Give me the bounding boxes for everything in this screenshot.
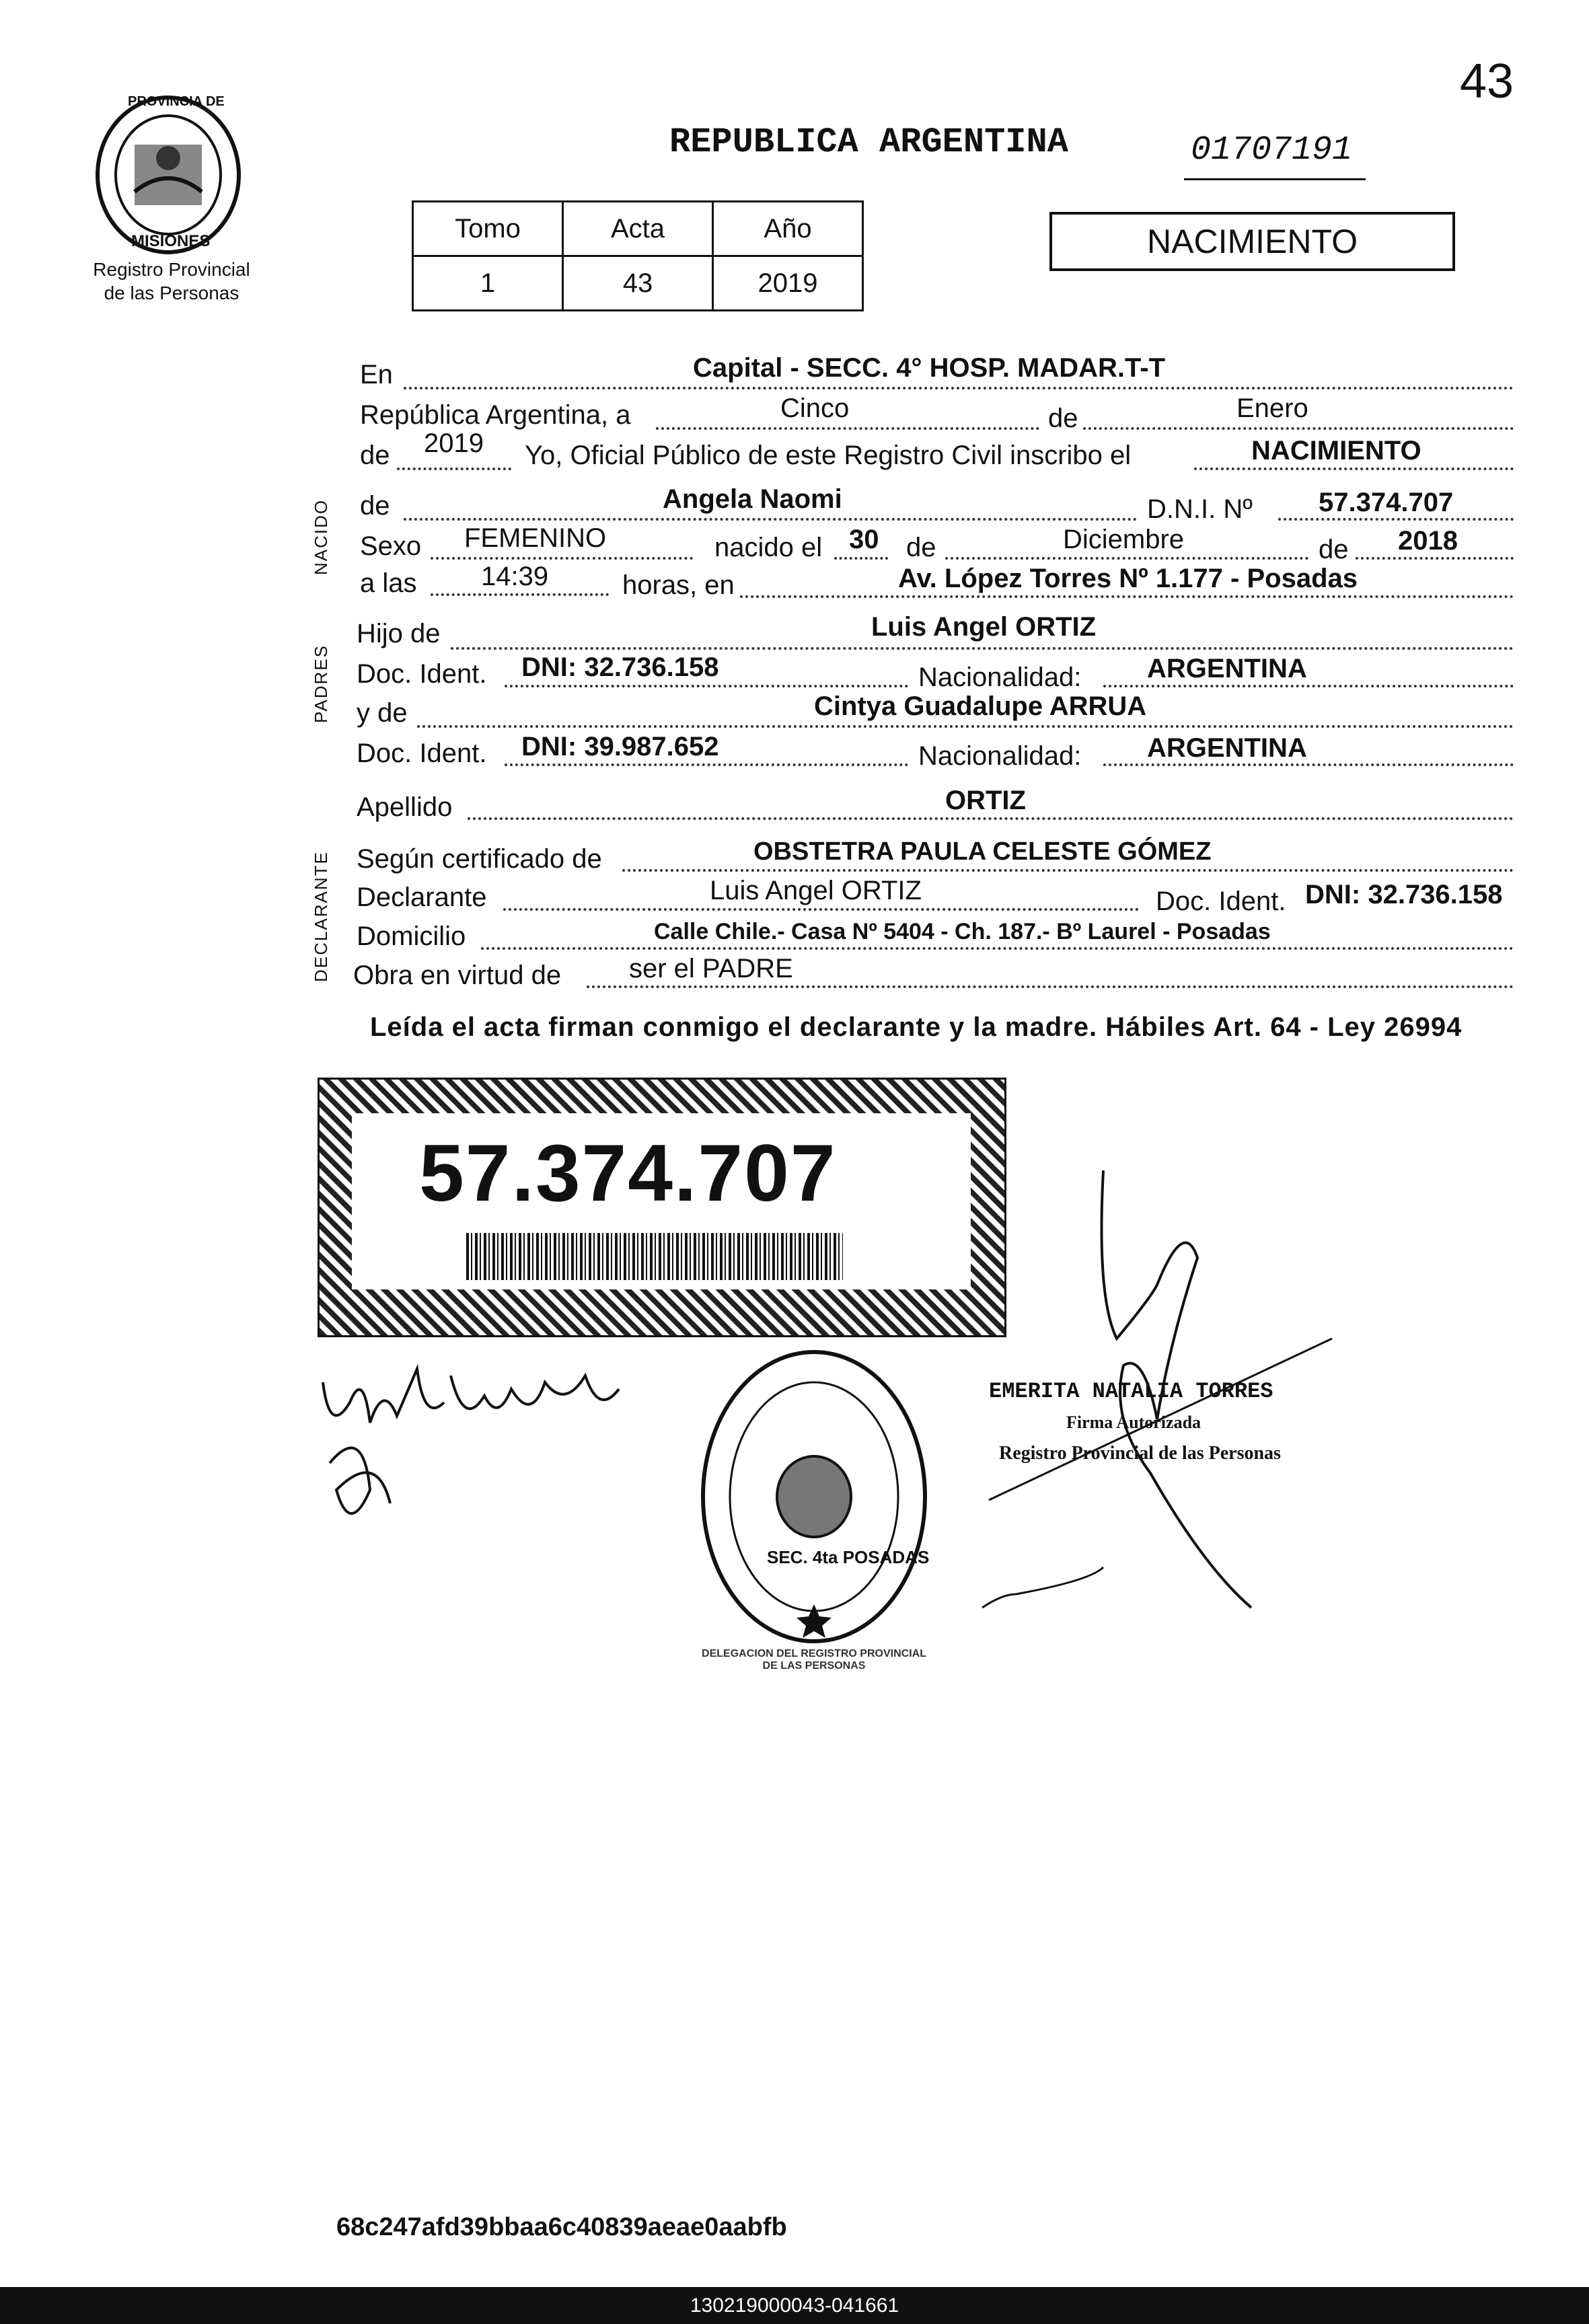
stamp-inner-text: SEC. 4ta POSADAS [767, 1547, 930, 1567]
label-horas-en: horas, en [622, 570, 735, 600]
dots [431, 593, 609, 596]
dots [740, 595, 1514, 598]
label-hijo-de: Hijo de [357, 619, 441, 648]
registry-name-line1: Registro Provincial [93, 259, 250, 280]
label-de-mes: de [1048, 404, 1078, 433]
label-doc-ident3: Doc. Ident. [1156, 887, 1286, 916]
label-a-las: a las [360, 568, 417, 598]
value-madre: Cintya Guadalupe ARRUA [814, 691, 1147, 721]
label-republica: República Argentina, a [360, 400, 631, 430]
value-nombre: Angela Naomi [663, 484, 842, 514]
closing-text: Leída el acta firman conmigo el declarante y la madre. Hábiles Art. 64 - Ley 26994 [370, 1012, 1463, 1042]
dots [1278, 518, 1514, 521]
value-dni: 57.374.707 [1319, 488, 1454, 517]
label-nacionalidad2: Nacionalidad: [918, 741, 1082, 771]
value-madre-doc: DNI: 39.987.652 [521, 732, 719, 761]
value-padre: Luis Angel ORTIZ [871, 612, 1097, 642]
value-lugar-nac: Av. López Torres Nº 1.177 - Posadas [898, 564, 1358, 593]
label-de2: de [906, 533, 936, 562]
label-obra: Obra en virtud de [353, 961, 562, 990]
label-sexo: Sexo [360, 531, 422, 561]
security-sticker [318, 1078, 1006, 1337]
label-apellido: Apellido [357, 792, 453, 822]
side-label-padres: PADRES [311, 644, 331, 723]
label-domicilio: Domicilio [357, 922, 466, 951]
dots [1103, 685, 1514, 687]
dots [505, 763, 908, 766]
value-mes: Enero [1236, 393, 1308, 423]
dots [945, 557, 1308, 560]
document-hash: 68c247afd39bbaa6c40839aeae0aabfb [336, 2213, 787, 2241]
emblem-bottom-text: MISIONES [131, 232, 211, 250]
dots [481, 947, 1514, 950]
sticker-number: 57.374.707 [419, 1128, 837, 1218]
registry-table [412, 200, 864, 311]
label-yo: Yo, Oficial Público de este Registro Civil inscribo el [525, 441, 1132, 470]
label-de-nombre: de [360, 491, 390, 521]
side-label-declarante: DECLARANTE [311, 851, 331, 982]
sticker-inner [352, 1113, 971, 1289]
label-en: En [360, 360, 393, 389]
dots [404, 387, 1514, 389]
value-acto: NACIMIENTO [1251, 436, 1421, 465]
dots [404, 518, 1137, 521]
value-obra: ser el PADRE [629, 954, 793, 983]
value-certificado: OBSTETRA PAULA CELESTE GÓMEZ [753, 837, 1212, 866]
label-doc-ident2: Doc. Ident. [357, 739, 487, 768]
page-number: 43 [1460, 54, 1514, 108]
registry-name-line2: de las Personas [104, 283, 239, 303]
label-nacionalidad: Nacionalidad: [918, 663, 1082, 692]
label-segun: Según certificado de [357, 844, 602, 874]
stamp-ring-text: DELEGACION DEL REGISTRO PROVINCIAL DE LAS PERSONAS [702, 1648, 926, 1672]
act-type-box [1049, 212, 1455, 271]
dots [1103, 763, 1514, 766]
value-lugar: Capital - SECC. 4° HOSP. MADAR.T-T [693, 353, 1166, 383]
dots [451, 647, 1514, 650]
value-dia: Cinco [780, 393, 850, 423]
label-y-de: y de [357, 698, 408, 728]
side-label-nacido: NACIDO [311, 498, 331, 575]
table-header-acta: Acta [563, 202, 713, 256]
label-declarante: Declarante [357, 883, 487, 912]
dots [656, 427, 1039, 430]
dots [622, 869, 1514, 872]
declarant-signature-icon [309, 1342, 700, 1544]
label-nacido-el: nacido el [714, 533, 823, 562]
value-apellido: ORTIZ [945, 786, 1026, 815]
delegation-stamp-icon [693, 1342, 935, 1651]
official-name: EMERITA NATALIA TORRES [989, 1379, 1273, 1404]
value-nac-dia: 30 [849, 525, 879, 554]
value-anio: 2019 [424, 428, 484, 458]
table-value-tomo: 1 [413, 256, 563, 311]
label-de-anio: de [360, 441, 390, 470]
barcode [466, 1233, 843, 1280]
table-value-acta: 43 [563, 256, 713, 311]
serial-underline [1184, 178, 1366, 180]
table-header-tomo: Tomo [413, 202, 563, 256]
dots [1083, 427, 1514, 430]
emblem-top-text: PROVINCIA DE [128, 94, 225, 109]
value-nac-anio: 2018 [1398, 526, 1458, 556]
dots [587, 985, 1514, 988]
value-declarante-doc: DNI: 32.736.158 [1305, 880, 1503, 909]
dots [834, 557, 888, 560]
value-padre-doc: DNI: 32.736.158 [521, 652, 719, 682]
value-nac-mes: Diciembre [1063, 525, 1185, 554]
value-madre-nac: ARGENTINA [1147, 733, 1307, 763]
label-dni: D.N.I. Nº [1147, 494, 1253, 524]
value-sexo: FEMENINO [464, 523, 607, 553]
dots [468, 817, 1514, 820]
dots [397, 467, 511, 470]
official-title: Firma Autorizada [1066, 1413, 1202, 1432]
official-office: Registro Provincial de las Personas [999, 1443, 1281, 1464]
label-doc-ident: Doc. Ident. [357, 659, 487, 689]
label-de3: de [1319, 535, 1349, 564]
table-header-anio: Año [713, 202, 863, 256]
value-hora: 14:39 [481, 562, 549, 591]
dots [1356, 557, 1514, 560]
footer-bar [0, 2287, 1589, 2324]
value-domicilio: Calle Chile.- Casa Nº 5404 - Ch. 187.- Bº Laurel - Posadas [654, 919, 1271, 944]
serial-number: 01707191 [1191, 131, 1353, 170]
dots [505, 685, 908, 687]
value-declarante: Luis Angel ORTIZ [710, 876, 922, 905]
table-value-anio: 2019 [713, 256, 863, 311]
value-padre-nac: ARGENTINA [1147, 654, 1307, 683]
dots [431, 557, 693, 560]
dots [1194, 467, 1514, 470]
footer-code: 130219000043-041661 [690, 2294, 899, 2317]
act-type: NACIMIENTO [1147, 223, 1358, 260]
dots [503, 908, 1139, 911]
dots [417, 725, 1514, 728]
country-title: REPUBLICA ARGENTINA [669, 122, 1068, 162]
